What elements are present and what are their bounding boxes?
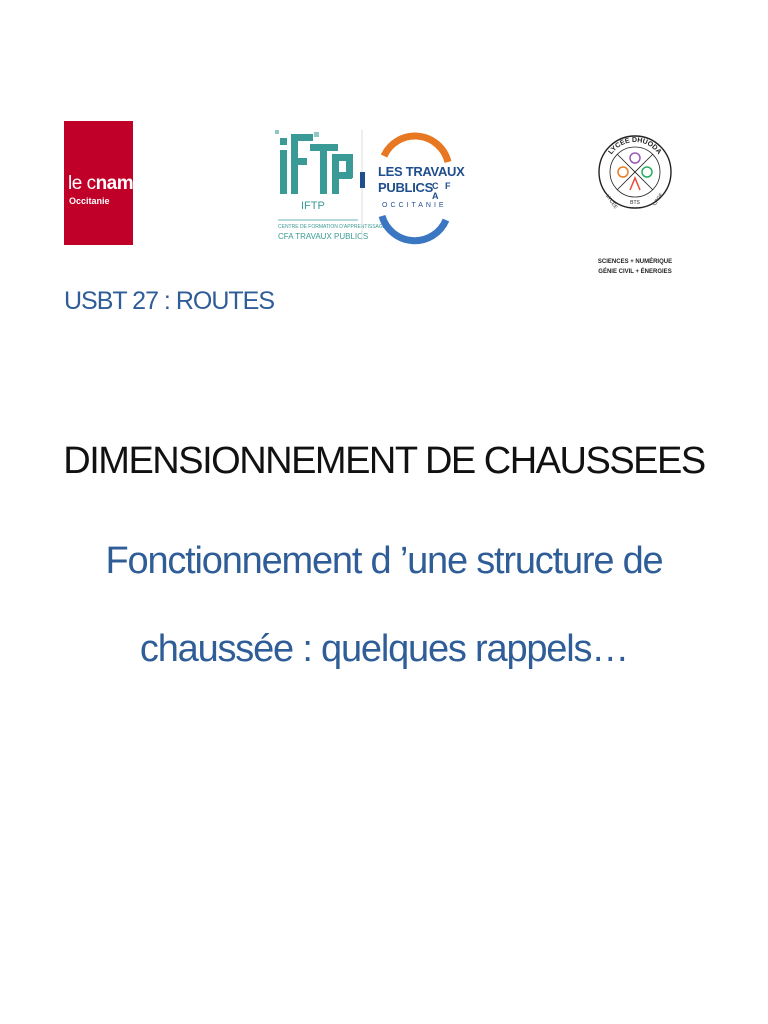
lycee-dhuoda-logo xyxy=(595,116,675,286)
travaux-publics-cfa: C F A xyxy=(432,181,453,201)
dhuoda-bottom-text: BTS xyxy=(630,200,640,206)
cnam-logo-word: le cnam xyxy=(68,173,134,194)
dhuoda-left-text: LYCÉE xyxy=(604,193,619,211)
iftp-logo-name: IFTP xyxy=(301,200,325,212)
travaux-publics-line1: LES TRAVAUX xyxy=(378,164,465,179)
course-label: USBT 27 : ROUTES xyxy=(64,287,274,315)
dhuoda-tagline-2: GÉNIE CIVIL + ÉNERGIES xyxy=(598,269,672,275)
iftp-logo xyxy=(270,120,387,248)
slide-subtitle-line1: Fonctionnement d ’une structure de xyxy=(105,540,663,582)
dhuoda-tagline-1: SCIENCES + NUMÉRIQUE xyxy=(597,259,673,265)
dhuoda-right-text: CPGE xyxy=(651,192,665,208)
iftp-logo-line1: CENTRE DE FORMATION D'APPRENTISSAGE xyxy=(278,224,387,230)
cnam-logo-subtitle: Occitanie xyxy=(69,196,110,206)
travaux-publics-line2: PUBLICS xyxy=(378,180,433,195)
iftp-divider-icon xyxy=(278,218,358,222)
travaux-publics-logo xyxy=(360,120,465,248)
slide-subtitle-line2: chaussée : quelques rappels… xyxy=(139,628,629,670)
iftp-mark-icon xyxy=(270,120,362,200)
dhuoda-ring-top-text: LYCÉE DHUODA xyxy=(607,136,663,156)
cnam-logo xyxy=(64,121,133,245)
iftp-logo-line2: CFA TRAVAUX PUBLICS xyxy=(278,232,369,241)
lycee-dhuoda-emblem-icon xyxy=(595,116,675,256)
travaux-publics-region: OCCITANIE xyxy=(382,202,447,209)
slide-title: DIMENSIONNEMENT DE CHAUSSEES xyxy=(63,440,705,482)
